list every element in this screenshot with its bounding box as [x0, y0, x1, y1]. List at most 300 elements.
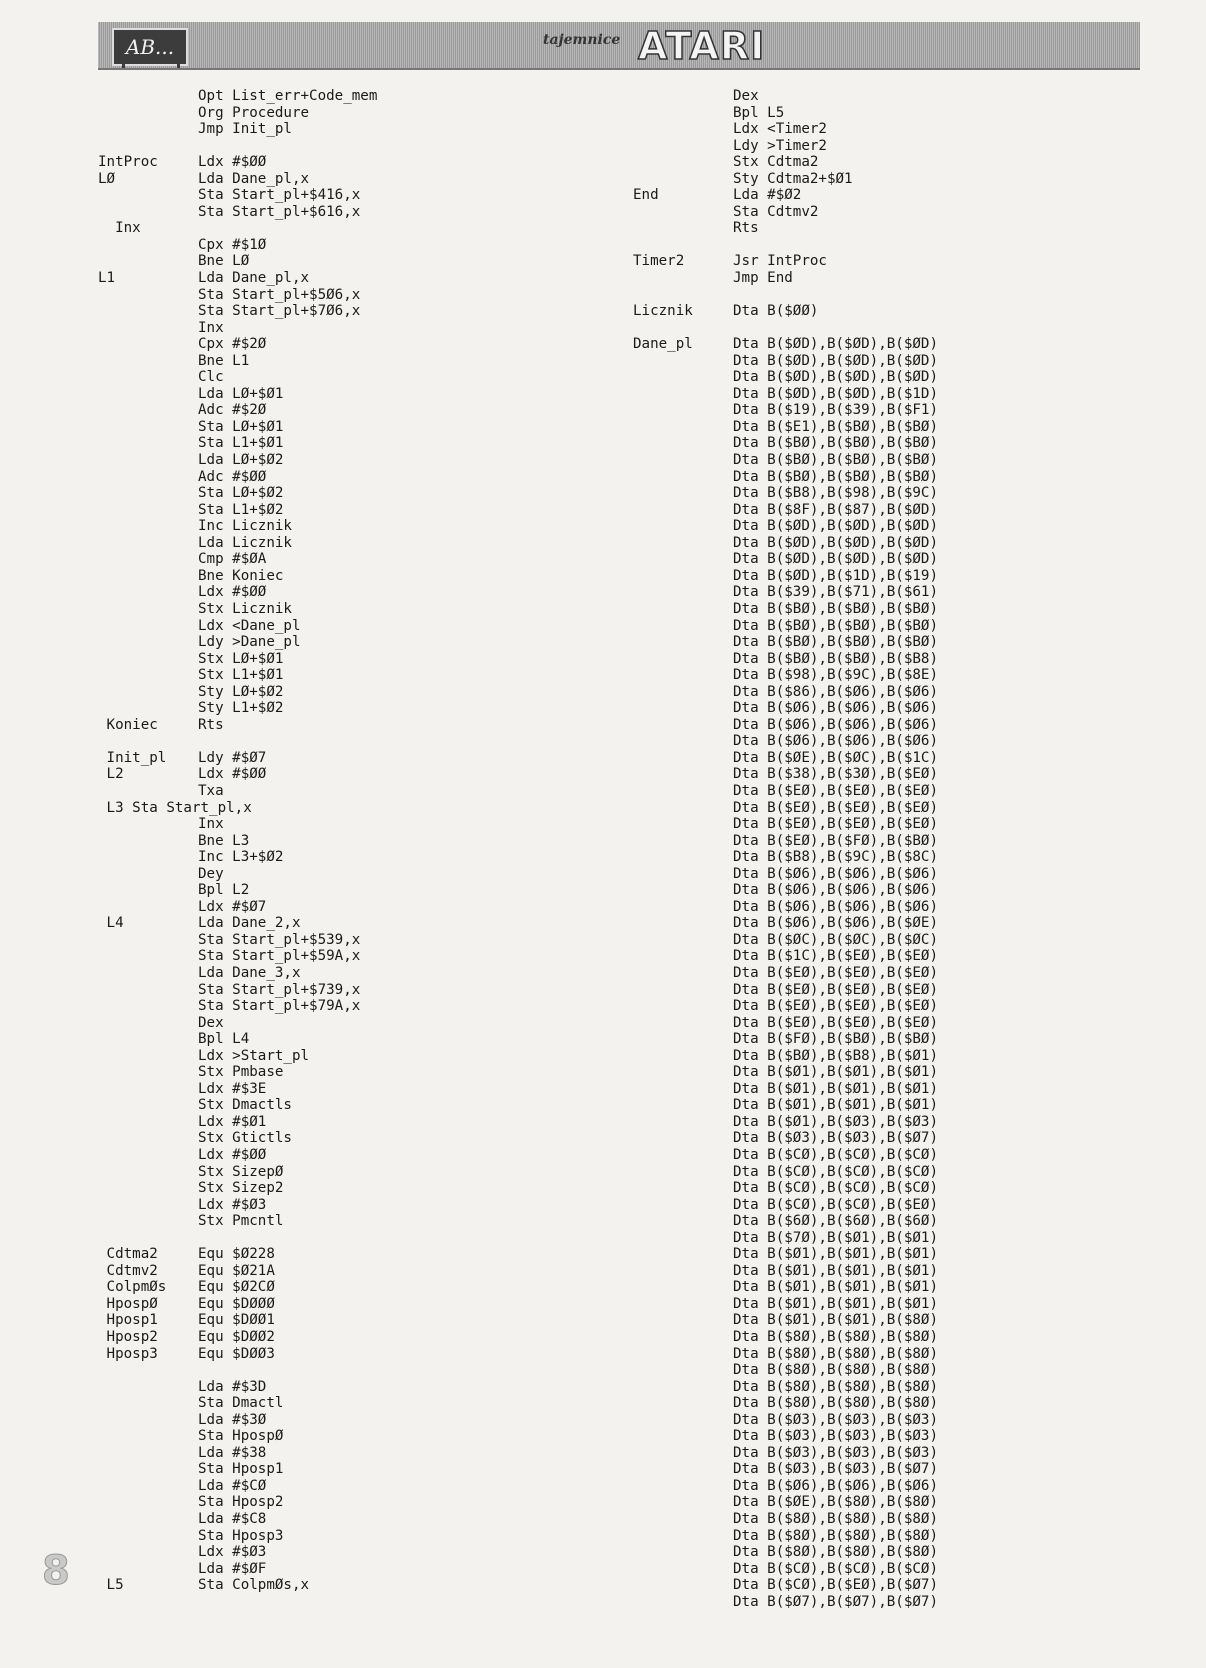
code-line [98, 138, 377, 155]
code-line [633, 369, 938, 386]
code-instruction: Sta HpospØ [198, 1428, 284, 1445]
code-label: Inx [98, 220, 141, 237]
code-instruction: Ldx #$Ø3 [198, 1196, 267, 1213]
code-instruction: Dta B($Ø1),B($Ø1),B($Ø1) [733, 1064, 938, 1081]
code-instruction: Dta B($Ø1),B($Ø1),B($Ø1) [733, 1279, 938, 1296]
code-line [98, 1478, 377, 1495]
code-line [633, 105, 938, 122]
code-instruction: Sta Start_pl+$616,x [198, 203, 361, 220]
code-instruction: Dta B($Ø6),B($Ø6),B($Ø6) [733, 733, 938, 750]
code-line [633, 733, 938, 750]
code-instruction: Dta B($EØ),B($EØ),B($EØ) [733, 981, 938, 998]
code-instruction: Lda #$3D [198, 1378, 267, 1395]
code-line [98, 833, 377, 850]
code-line [98, 1494, 377, 1511]
code-line [633, 1130, 938, 1147]
code-line [633, 303, 938, 320]
code-instruction: Dta B($ØD),B($1D),B($19) [733, 567, 938, 584]
code-instruction: Lda Dane_pl,x [198, 170, 310, 187]
code-line [633, 419, 938, 436]
code-line [633, 1346, 938, 1363]
code-instruction: Equ $Ø2CØ [198, 1279, 275, 1296]
code-instruction: Bpl L5 [733, 104, 785, 121]
code-instruction: Lda Licznik [198, 534, 292, 551]
code-line [633, 1213, 938, 1230]
code-line [633, 518, 938, 535]
code-instruction: Dta B($B8),B($9C),B($8C) [733, 849, 938, 866]
code-instruction: Lda #$ØF [198, 1560, 267, 1577]
code-line [633, 1164, 938, 1181]
code-instruction: Ldx #$Ø3 [198, 1544, 267, 1561]
code-line [633, 551, 938, 568]
code-line [633, 948, 938, 965]
code-line [633, 1577, 938, 1594]
code-line [98, 601, 377, 618]
code-instruction: Dta B($Ø1),B($Ø1),B($Ø1) [733, 1080, 938, 1097]
code-instruction: Dta B($BØ),B($BØ),B($BØ) [733, 634, 938, 651]
code-instruction: Dta B($Ø3),B($Ø3),B($Ø7) [733, 1461, 938, 1478]
code-instruction: Bpl L2 [198, 882, 250, 899]
code-line [98, 88, 377, 105]
code-line [98, 1015, 377, 1032]
code-line [98, 1544, 377, 1561]
code-line [98, 766, 377, 783]
code-line [98, 965, 377, 982]
code-instruction: Dta B($Ø6),B($Ø6),B($Ø6) [733, 716, 938, 733]
code-instruction: Ldx <Timer2 [733, 121, 827, 138]
code-instruction: Dta B($8F),B($87),B($ØD) [733, 501, 938, 518]
code-instruction: Ldx #$3E [198, 1080, 267, 1097]
code-instruction: Dta B($BØ),B($BØ),B($BØ) [733, 435, 938, 452]
code-instruction: Dta B($Ø6),B($Ø6),B($ØE) [733, 915, 938, 932]
code-instruction: Sta Start_pl+$739,x [198, 981, 361, 998]
code-line [633, 220, 938, 237]
code-line [633, 1478, 938, 1495]
code-line [633, 1494, 938, 1511]
code-line [633, 502, 938, 519]
code-line [633, 717, 938, 734]
code-instruction: Dta B($Ø1),B($Ø3),B($Ø3) [733, 1113, 938, 1130]
code-instruction: Dta B($CØ),B($CØ),B($CØ) [733, 1180, 938, 1197]
code-line [98, 204, 377, 221]
code-line [98, 584, 377, 601]
code-line [98, 535, 377, 552]
code-line [633, 1197, 938, 1214]
code-instruction: Ldy >Dane_pl [198, 634, 301, 651]
code-instruction: Dta B($Ø1),B($Ø1),B($Ø1) [733, 1097, 938, 1114]
header-tagline: tajemnice [543, 32, 621, 48]
code-instruction: Ldx >Start_pl [198, 1047, 310, 1064]
code-instruction: Inc Licznik [198, 518, 292, 535]
code-line [98, 1379, 377, 1396]
code-line [633, 584, 938, 601]
code-instruction: Dta B($Ø6),B($Ø6),B($Ø6) [733, 882, 938, 899]
code-line [98, 932, 377, 949]
code-instruction: Ldx #$ØØ [198, 1147, 267, 1163]
code-line [633, 402, 938, 419]
code-instruction: Dex [733, 88, 759, 104]
code-instruction: Adc #$ØØ [198, 468, 267, 485]
code-line [633, 750, 938, 767]
code-instruction: Sty Cdtma2+$Ø1 [733, 170, 853, 187]
code-instruction: Dta B($CØ),B($EØ),B($Ø7) [733, 1577, 938, 1594]
code-instruction: Dta B($BØ),B($BØ),B($BØ) [733, 468, 938, 485]
code-line [98, 1445, 377, 1462]
code-instruction: Dta B($CØ),B($CØ),B($CØ) [733, 1147, 938, 1163]
code-line [633, 1097, 938, 1114]
code-instruction: Sta Hposp1 [198, 1461, 284, 1478]
code-instruction: Dta B($8Ø),B($8Ø),B($8Ø) [733, 1378, 938, 1395]
code-instruction: Ldx #$ØØ [198, 766, 267, 783]
code-line [633, 1230, 938, 1247]
code-line [633, 882, 938, 899]
code-instruction: Dta B($Ø6),B($Ø6),B($Ø6) [733, 700, 938, 717]
code-instruction: Bne L1 [198, 352, 250, 369]
code-line [633, 535, 938, 552]
code-line [98, 1263, 377, 1280]
code-line [98, 1395, 377, 1412]
atari-logo: ATARI [638, 24, 766, 68]
code-instruction: Bpl L4 [198, 1031, 250, 1048]
code-instruction: Dta B($EØ),B($EØ),B($EØ) [733, 799, 938, 816]
code-instruction: Dta B($ØD),B($ØD),B($ØD) [733, 352, 938, 369]
code-instruction: Equ $DØØ1 [198, 1312, 275, 1329]
code-instruction: Dta B($Ø1),B($Ø1),B($Ø1) [733, 1262, 938, 1279]
code-instruction: Sta Cdtmv2 [733, 203, 819, 220]
code-instruction: Sta Start_pl+$416,x [198, 187, 361, 204]
code-instruction: Org Procedure [198, 104, 310, 121]
code-line [633, 353, 938, 370]
code-line [98, 435, 377, 452]
code-instruction: Sta ColpmØs,x [198, 1577, 310, 1594]
code-instruction: Adc #$2Ø [198, 402, 267, 419]
code-line [633, 1445, 938, 1462]
code-line [98, 750, 377, 767]
code-line [98, 1097, 377, 1114]
code-line [98, 353, 377, 370]
code-instruction: Inc L3+$Ø2 [198, 849, 284, 866]
code-instruction: Dta B($ØD),B($ØD),B($1D) [733, 385, 938, 402]
code-line [98, 733, 377, 750]
code-instruction: Dey [198, 865, 224, 882]
code-line [98, 816, 377, 833]
code-line [98, 1180, 377, 1197]
code-instruction: Ldy >Timer2 [733, 137, 827, 154]
code-instruction: Cpx #$2Ø [198, 336, 267, 353]
code-line [633, 287, 938, 304]
code-instruction: Clc [198, 369, 224, 386]
code-line [98, 866, 377, 883]
code-instruction: Dta B($Ø6),B($Ø6),B($Ø6) [733, 898, 938, 915]
code-label: ColpmØs [98, 1279, 167, 1296]
code-line [633, 1312, 938, 1329]
code-line [633, 88, 938, 105]
code-instruction: Dta B($EØ),B($FØ),B($BØ) [733, 832, 938, 849]
code-instruction: Dta B($ØD),B($ØD),B($ØD) [733, 336, 938, 353]
code-instruction: Lda Dane_pl,x [198, 270, 310, 287]
code-instruction: Stx L1+$Ø1 [198, 667, 284, 684]
code-instruction: Sta Hposp3 [198, 1527, 284, 1544]
code-line [98, 187, 377, 204]
code-instruction: Dta B($Ø3),B($Ø3),B($Ø3) [733, 1428, 938, 1445]
code-line [633, 667, 938, 684]
code-line [98, 800, 377, 817]
code-instruction: Stx SizepØ [198, 1163, 284, 1180]
code-instruction: Bne Koniec [198, 567, 284, 584]
code-line [98, 651, 377, 668]
code-instruction: Ldx #$ØØ [198, 154, 267, 171]
code-instruction: Sta Start_pl+$7Ø6,x [198, 303, 361, 320]
listing-right-column [633, 88, 938, 1610]
code-instruction: Sta LØ+$Ø1 [198, 418, 284, 435]
code-line [98, 1279, 377, 1296]
code-line [98, 369, 377, 386]
code-label: Hposp2 [98, 1329, 158, 1346]
code-instruction: Dta B($BØ),B($BØ),B($B8) [733, 650, 938, 667]
code-instruction: Dta B($8Ø),B($8Ø),B($8Ø) [733, 1511, 938, 1528]
code-instruction: Dta B($8Ø),B($8Ø),B($8Ø) [733, 1527, 938, 1544]
code-line [633, 1147, 938, 1164]
code-line [98, 1213, 377, 1230]
page-header [98, 22, 1140, 70]
code-line [98, 1511, 377, 1528]
code-instruction: Dta B($B8),B($98),B($9C) [733, 485, 938, 502]
code-instruction: Inx [198, 319, 224, 336]
code-instruction: Dta B($EØ),B($EØ),B($EØ) [733, 964, 938, 981]
code-line [98, 1428, 377, 1445]
code-instruction: Dta B($8Ø),B($8Ø),B($8Ø) [733, 1362, 938, 1379]
code-instruction: Stx Cdtma2 [733, 154, 819, 171]
code-instruction: Dex [198, 1014, 224, 1031]
code-instruction: Dta B($1C),B($EØ),B($EØ) [733, 948, 938, 965]
listing-left-column [98, 88, 377, 1594]
code-line [633, 833, 938, 850]
code-line [633, 1561, 938, 1578]
code-instruction: Stx Pmcntl [198, 1213, 284, 1230]
code-instruction: Dta B($19),B($39),B($F1) [733, 402, 938, 419]
code-label: End [633, 187, 659, 204]
code-instruction: Dta B($Ø6),B($Ø6),B($Ø6) [733, 1477, 938, 1494]
code-instruction: Dta B($ØD),B($ØD),B($ØD) [733, 534, 938, 551]
code-instruction: Sta Start_pl+$59A,x [198, 948, 361, 965]
code-line [633, 1412, 938, 1429]
code-instruction: Dta B($Ø6),B($Ø6),B($Ø6) [733, 865, 938, 882]
code-line [98, 1147, 377, 1164]
code-label: IntProc [98, 154, 158, 171]
code-line [633, 766, 938, 783]
code-line [633, 1511, 938, 1528]
code-line [98, 1461, 377, 1478]
code-label: L3 Sta Start_pl,x [98, 799, 252, 816]
code-instruction: Sta Hposp2 [198, 1494, 284, 1511]
code-line [633, 899, 938, 916]
code-line [633, 121, 938, 138]
code-line [633, 171, 938, 188]
code-instruction: Stx LØ+$Ø1 [198, 650, 284, 667]
code-instruction: Jsr IntProc [733, 253, 827, 270]
code-line [633, 469, 938, 486]
code-label: Koniec [98, 716, 158, 733]
code-line [98, 1064, 377, 1081]
code-instruction: Dta B($ØC),B($ØC),B($ØC) [733, 931, 938, 948]
code-line [98, 253, 377, 270]
code-instruction: Dta B($BØ),B($BØ),B($BØ) [733, 600, 938, 617]
code-line [98, 469, 377, 486]
code-line [98, 386, 377, 403]
code-line [98, 1412, 377, 1429]
code-line [98, 270, 377, 287]
code-line [98, 700, 377, 717]
code-line [633, 1114, 938, 1131]
code-line [633, 1395, 938, 1412]
code-label: LØ [98, 170, 116, 187]
code-line [633, 932, 938, 949]
code-line [633, 965, 938, 982]
code-instruction: Ldx #$Ø1 [198, 1113, 267, 1130]
code-instruction: Inx [198, 816, 224, 833]
code-instruction: Dta B($EØ),B($EØ),B($EØ) [733, 998, 938, 1015]
code-label: Cdtma2 [98, 1246, 158, 1263]
code-instruction: Ldx #$ØØ [198, 584, 267, 601]
code-instruction: Ldx #$Ø7 [198, 898, 267, 915]
code-instruction: Stx Gtictls [198, 1130, 292, 1147]
code-instruction: Equ $Ø21A [198, 1262, 275, 1279]
code-line [98, 1130, 377, 1147]
code-instruction: Stx Licznik [198, 600, 292, 617]
code-instruction: Sty L1+$Ø2 [198, 700, 284, 717]
code-instruction: Rts [733, 220, 759, 237]
code-line [633, 634, 938, 651]
code-line [633, 320, 938, 337]
code-instruction: Dta B($ØE),B($8Ø),B($8Ø) [733, 1494, 938, 1511]
code-line [98, 1081, 377, 1098]
code-line [633, 1594, 938, 1611]
code-line [98, 1528, 377, 1545]
code-line [98, 1048, 377, 1065]
code-line [633, 187, 938, 204]
code-instruction: Dta B($8Ø),B($8Ø),B($8Ø) [733, 1345, 938, 1362]
code-instruction: Dta B($BØ),B($BØ),B($BØ) [733, 452, 938, 469]
code-instruction: Stx Sizep2 [198, 1180, 284, 1197]
code-instruction: Dta B($Ø7),B($Ø7),B($Ø7) [733, 1593, 938, 1610]
code-line [633, 601, 938, 618]
code-line [98, 1164, 377, 1181]
code-line [98, 220, 377, 237]
code-line [633, 435, 938, 452]
code-instruction: Lda #$38 [198, 1444, 267, 1461]
code-line [633, 1528, 938, 1545]
code-line [633, 866, 938, 883]
easel-icon [122, 62, 180, 68]
code-line [633, 1296, 938, 1313]
code-instruction: Jmp Init_pl [198, 121, 292, 138]
code-instruction: Opt List_err+Code_mem [198, 88, 378, 104]
code-line [633, 1048, 938, 1065]
code-instruction: Dta B($BØ),B($B8),B($Ø1) [733, 1047, 938, 1064]
code-label: Hposp1 [98, 1312, 158, 1329]
code-line [98, 1312, 377, 1329]
code-line [633, 452, 938, 469]
code-line [633, 651, 938, 668]
code-line [633, 1246, 938, 1263]
code-line [98, 1346, 377, 1363]
code-line [98, 684, 377, 701]
code-line [633, 982, 938, 999]
code-line [98, 1561, 377, 1578]
code-label: HpospØ [98, 1295, 158, 1312]
code-line [633, 1279, 938, 1296]
code-instruction: Dta B($Ø1),B($Ø1),B($Ø1) [733, 1246, 938, 1263]
code-instruction: Dta B($Ø3),B($Ø3),B($Ø7) [733, 1130, 938, 1147]
code-instruction: Ldx <Dane_pl [198, 617, 301, 634]
code-label: Hposp3 [98, 1345, 158, 1362]
code-line [633, 1362, 938, 1379]
code-instruction: Dta B($EØ),B($EØ),B($EØ) [733, 782, 938, 799]
code-instruction: Sty LØ+$Ø2 [198, 683, 284, 700]
code-instruction: Dta B($CØ),B($CØ),B($CØ) [733, 1163, 938, 1180]
code-line [98, 419, 377, 436]
code-line [98, 849, 377, 866]
code-instruction: Dta B($7Ø),B($Ø1),B($Ø1) [733, 1229, 938, 1246]
code-instruction: Dta B($EØ),B($EØ),B($EØ) [733, 816, 938, 833]
code-instruction: Txa [198, 782, 224, 799]
code-line [98, 1296, 377, 1313]
code-instruction: Sta L1+$Ø2 [198, 501, 284, 518]
code-instruction: Dta B($6Ø),B($6Ø),B($6Ø) [733, 1213, 938, 1230]
code-line [633, 700, 938, 717]
code-instruction: Equ $DØØ3 [198, 1345, 275, 1362]
code-line [98, 303, 377, 320]
code-line [633, 1081, 938, 1098]
code-instruction: Sta LØ+$Ø2 [198, 485, 284, 502]
code-line [633, 138, 938, 155]
code-line [98, 502, 377, 519]
code-line [633, 568, 938, 585]
code-instruction: Dta B($86),B($Ø6),B($Ø6) [733, 683, 938, 700]
code-label: Init_pl [98, 749, 167, 766]
code-line [633, 816, 938, 833]
code-instruction: Lda #$C8 [198, 1511, 267, 1528]
code-line [98, 237, 377, 254]
code-instruction: Dta B($EØ),B($EØ),B($EØ) [733, 1014, 938, 1031]
code-line [98, 1230, 377, 1247]
code-line [98, 1197, 377, 1214]
code-instruction: Dta B($FØ),B($BØ),B($BØ) [733, 1031, 938, 1048]
code-line [98, 121, 377, 138]
code-line [633, 1031, 938, 1048]
code-line [633, 618, 938, 635]
code-line [633, 783, 938, 800]
code-instruction: Dta B($ØD),B($ØD),B($ØD) [733, 518, 938, 535]
code-line [98, 667, 377, 684]
code-instruction: Cmp #$ØA [198, 551, 267, 568]
code-line [98, 998, 377, 1015]
code-line [98, 551, 377, 568]
code-instruction: Dta B($39),B($71),B($61) [733, 584, 938, 601]
code-line [98, 882, 377, 899]
code-line [98, 1114, 377, 1131]
code-line [633, 849, 938, 866]
code-instruction: Stx Pmbase [198, 1064, 284, 1081]
code-line [633, 336, 938, 353]
code-instruction: Lda #$CØ [198, 1477, 267, 1494]
code-instruction: Lda #$Ø2 [733, 187, 802, 204]
code-line [98, 899, 377, 916]
code-label: L5 [98, 1577, 124, 1594]
code-instruction: Sta L1+$Ø1 [198, 435, 284, 452]
code-instruction: Cpx #$1Ø [198, 236, 267, 253]
code-instruction: Dta B($Ø3),B($Ø3),B($Ø3) [733, 1444, 938, 1461]
